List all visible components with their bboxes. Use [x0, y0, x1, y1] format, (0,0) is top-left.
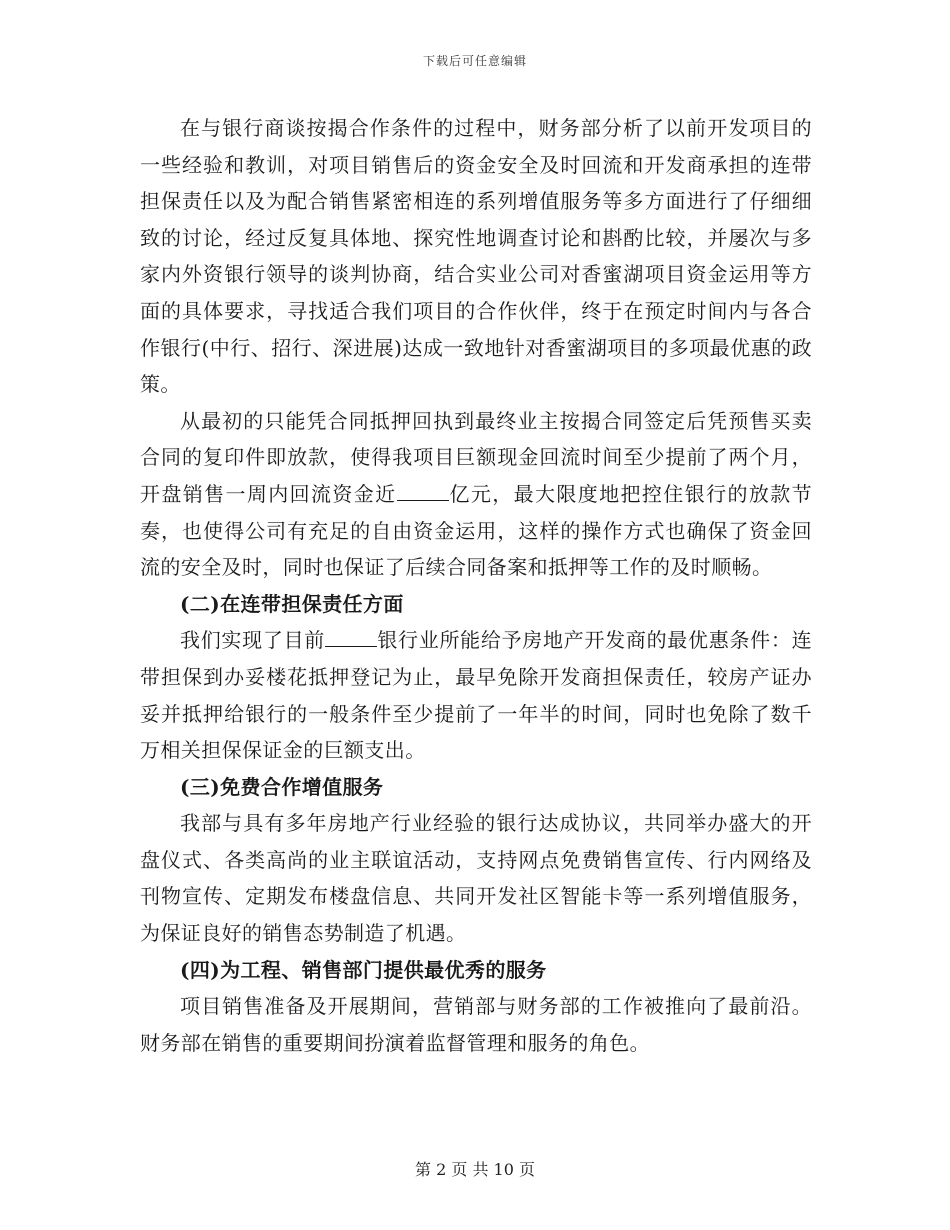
- fill-in-blank: [325, 624, 377, 647]
- fill-in-blank: [397, 478, 449, 501]
- page-footer: 第 2 页 共 10 页: [415, 1160, 535, 1179]
- paragraph-text: 银行业所能给予房地产开发商的最优惠条件：连带担保到办妥楼花抵押登记为止，最早免除开发商担保责任，较房产证办妥并抵押给银行的一般条件至少提前了一年半的时间，同时也免除了数千万相关担保保证金的巨额支出。: [140, 628, 812, 763]
- section-heading-guarantee: (二)在连带担保责任方面: [180, 591, 404, 616]
- document-body: [140, 110, 812, 1061]
- paragraph-loan-release: [140, 403, 812, 586]
- section-heading-value-added: (三)免费合作增值服务: [180, 774, 384, 799]
- paragraph-text: 从最初的只能凭合同抵押回执到最终业主按揭合同签定后凭预售买卖合同的复印件即放款，使得我项目巨额现金回流时间至少提前了两个月，开盘销售一周内回流资金近: [140, 408, 812, 506]
- paragraph-value-added: 我部与具有多年房地产行业经验的银行达成协议，共同举办盛大的开盘仪式、各类高尚的业主联谊活动，支持网点免费销售宣传、行内网络及刊物宣传、定期发布楼盘信息、共同开发社区智能卡等一系列增值服务，为保证良好的销售态势制造了机遇。: [140, 811, 812, 946]
- page-header: 下载后可任意编辑: [422, 54, 527, 68]
- section-heading-service: (四)为工程、销售部门提供最优秀的服务: [180, 957, 547, 982]
- paragraph-guarantee: [140, 622, 812, 768]
- paragraph-service: 项目销售准备及开展期间，营销部与财务部的工作被推向了最前沿。财务部在销售的重要期间扮演着监督管理和服务的角色。: [140, 994, 812, 1055]
- paragraph-text: 亿元，最大限度地把控住银行的放款节奏，也使得公司有充足的自由资金运用，这样的操作方式也确保了资金回流的安全及时，同时也保证了后续合同备案和抵押等工作的及时顺畅。: [140, 481, 812, 580]
- paragraph-bank-negotiation: 在与银行商谈按揭合作条件的过程中，财务部分析了以前开发项目的一些经验和教训，对项目销售后的资金安全及时回流和开发商承担的连带担保责任以及为配合销售紧密相连的系列增值服务等多方面进行了仔细细致的讨论，经过反复具体地、探究性地调查讨论和斟酌比较，并屡次与多家内外资银行领导的谈判协商，结合实业公司对香蜜湖项目资金运用等方面的具体要求，寻找适合我们项目的合作伙伴，终于在预定时间内与各合作银行(中行、招行、深进展)达成一致地针对香蜜湖项目的多项最优惠的政策。: [140, 116, 812, 397]
- paragraph-text: 我们实现了目前: [180, 628, 325, 653]
